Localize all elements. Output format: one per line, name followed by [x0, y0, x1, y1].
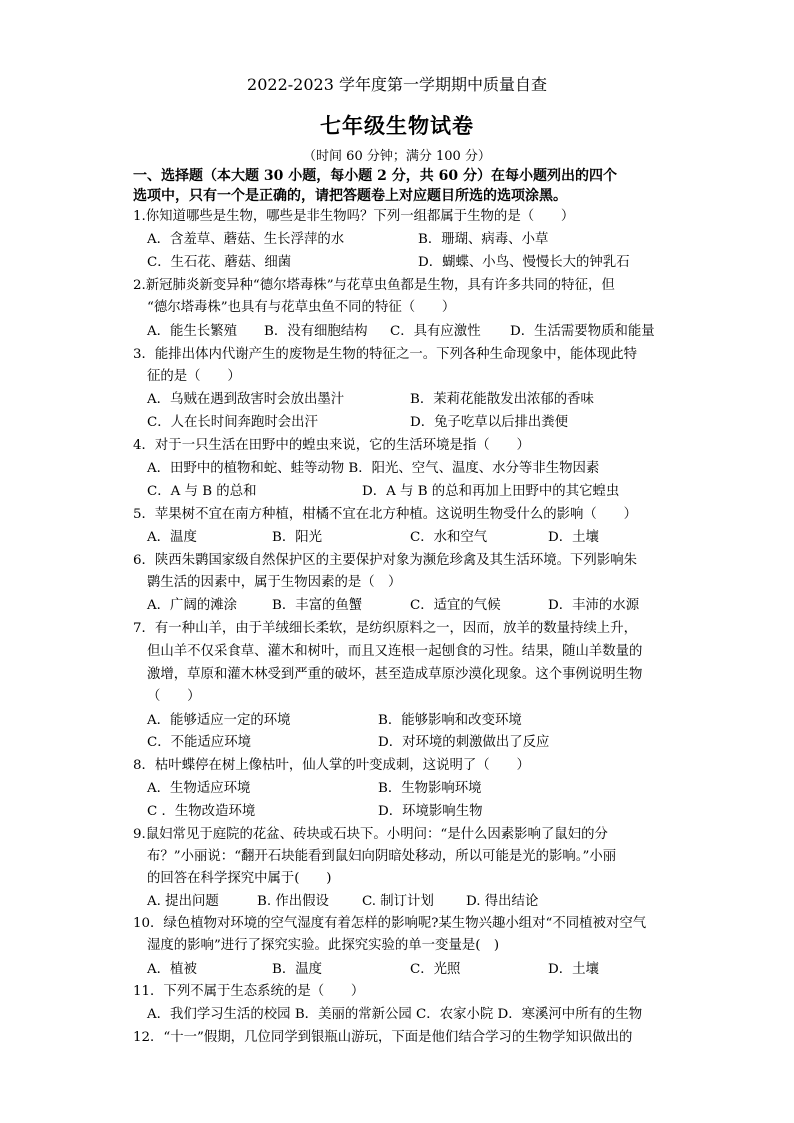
question-8-option-d: D．环境影响生物 — [378, 804, 483, 819]
question-9-option-c: C. 制订计划 — [362, 894, 434, 909]
question-6-option-a: A．广阔的滩涂 — [147, 598, 238, 613]
question-8-option-a: A．生物适应环境 — [147, 781, 251, 796]
question-9-stem-line3: 的回答在科学探究中属于( ) — [147, 871, 332, 886]
question-7-option-c: C．不能适应环境 — [147, 735, 251, 750]
question-5-stem: 5．苹果树不宜在南方种植，柑橘不宜在北方种植。这说明生物受什么的影响（ ） — [133, 507, 637, 522]
question-3-option-b: B．茉莉花能散发出浓郁的香味 — [410, 392, 594, 407]
question-5-option-c: C．水和空气 — [410, 530, 488, 545]
question-10-option-a: A．植被 — [147, 962, 197, 977]
question-8-stem: 8．枯叶蝶停在树上像枯叶，仙人掌的叶变成刺，这说明了（ ） — [133, 758, 530, 773]
question-2-option-c: C．具有应激性 — [390, 324, 481, 339]
question-9-stem-line2: 布？”小丽说：“翻开石块能看到鼠妇向阴暗处移动，所以可能是光的影响。”小丽 — [147, 849, 617, 864]
question-1-option-a: A．含羞草、蘑菇、生长浮萍的水 — [147, 232, 345, 247]
question-1-option-c: C．生石花、蘑菇、细菌 — [147, 255, 292, 270]
question-10-option-b: B．温度 — [272, 962, 323, 977]
question-6-option-b: B．丰富的鱼蟹 — [272, 598, 363, 613]
section-heading-line1: 一、选择题（本大题 30 小题，每小题 2 分，共 60 分）在每小题列出的四个 — [133, 168, 617, 184]
section-heading-line2: 选项中，只有一个是正确的，请把答题卷上对应题目所选的选项涂黑。 — [133, 188, 567, 204]
question-5-option-d: D．土壤 — [548, 530, 599, 545]
exam-title: 七年级生物试卷 — [320, 113, 474, 138]
question-7-stem-line4: （ ） — [147, 689, 201, 704]
question-5-option-b: B．阳光 — [272, 530, 323, 545]
question-7-option-b: B．能够影响和改变环境 — [378, 713, 522, 728]
question-10-stem-line2: 湿度的影响”进行了探究实验。此探究实验的单一变量是( ) — [147, 938, 500, 953]
question-3-stem-line2: 征的是（ ） — [147, 369, 241, 384]
question-2-option-a: A．能生长繁殖 — [147, 324, 238, 339]
question-4-option-d: D．A 与 B 的总和再加上田野中的其它蝗虫 — [362, 484, 620, 499]
question-8-option-b: B．生物影响环境 — [378, 781, 482, 796]
question-1-option-b: B．珊瑚、病毒、小草 — [418, 232, 549, 247]
question-7-option-d: D．对环境的刺激做出了反应 — [378, 735, 550, 750]
question-3-option-a: A．乌贼在遇到敌害时会放出墨汁 — [147, 392, 345, 407]
question-4-option-c: C．A 与 B 的总和 — [147, 484, 257, 499]
question-10-option-c: C．光照 — [410, 962, 461, 977]
question-2-option-d: D．生活需要物质和能量 — [510, 324, 655, 339]
question-11-options: A．我们学习生活的校园 B．美丽的常新公园 C．农家小院 D．寒溪河中所有的生物 — [147, 1007, 643, 1022]
question-6-option-d: D．丰沛的水源 — [548, 598, 640, 613]
exam-time-info: （时间 60 分钟；满分 100 分） — [303, 149, 491, 164]
question-7-stem-line1: 7．有一种山羊，由于羊绒细长柔软，是纺织原料之一，因而，放羊的数量持续上升， — [133, 621, 637, 636]
question-2-stem-line2: “德尔塔毒株”也具有与花草虫鱼不同的特征（ ） — [147, 300, 456, 315]
question-12-stem: 12．“十一”假期，几位同学到银瓶山游玩，下面是他们结合学习的生物学知识做出的 — [133, 1030, 633, 1045]
question-7-stem-line2: 但山羊不仅采食草、灌木和树叶，而且又连根一起刨食的习性。结果，随山羊数量的 — [147, 644, 643, 659]
question-2-option-b: B．没有细胞结构 — [264, 324, 368, 339]
question-3-option-c: C．人在长时间奔跑时会出汗 — [147, 415, 318, 430]
question-1-stem: 1.你知道哪些是生物，哪些是非生物吗？下列一组都属于生物的是（ ） — [133, 209, 575, 224]
question-4-stem: 4．对于一只生活在田野中的蝗虫来说，它的生活环境是指（ ） — [133, 438, 530, 453]
question-4-option-ab: A．田野中的植物和蛇、蛙等动物 B．阳光、空气、温度、水分等非生物因素 — [147, 461, 600, 476]
question-9-option-a: A. 提出问题 — [147, 894, 219, 909]
question-9-stem-line1: 9.鼠妇常见于庭院的花盆、砖块或石块下。小明问：“是什么因素影响了鼠妇的分 — [133, 827, 608, 842]
question-6-stem-line2: 鹮生活的因素中，属于生物因素的是（ ） — [147, 575, 402, 590]
question-1-option-d: D．蝴蝶、小鸟、慢慢长大的钟乳石 — [418, 255, 630, 270]
question-8-option-c: C ．生物改造环境 — [147, 804, 256, 819]
question-9-option-d: D. 得出结论 — [466, 894, 539, 909]
question-6-stem-line1: 6．陕西朱鹮国家级自然保护区的主要保护对象为濒危珍禽及其生活环境。下列影响朱 — [133, 553, 637, 568]
question-10-stem-line1: 10．绿色植物对环境的空气湿度有着怎样的影响呢?某生物兴趣小组对“不同植被对空气 — [133, 916, 647, 931]
question-3-option-d: D．兔子吃草以后排出粪便 — [410, 415, 569, 430]
question-3-stem-line1: 3．能排出体内代谢产生的废物是生物的特征之一。下列各种生命现象中，能体现此特 — [133, 347, 637, 362]
question-7-stem-line3: 激增，草原和灌木林受到严重的破坏，甚至造成草原沙漠化现象。这个事例说明生物 — [147, 667, 643, 682]
question-7-option-a: A．能够适应一定的环境 — [147, 713, 291, 728]
question-6-option-c: C．适宜的气候 — [410, 598, 501, 613]
question-9-option-b: B. 作出假设 — [257, 894, 329, 909]
question-2-stem-line1: 2.新冠肺炎新变异种“德尔塔毒株”与花草虫鱼都是生物，具有许多共同的特征，但 — [133, 278, 615, 293]
question-10-option-d: D．土壤 — [548, 962, 599, 977]
exam-term: 2022-2023 学年度第一学期期中质量自查 — [247, 75, 547, 94]
question-5-option-a: A．温度 — [147, 530, 197, 545]
question-11-stem: 11．下列不属于生态系统的是（ ） — [133, 984, 365, 999]
